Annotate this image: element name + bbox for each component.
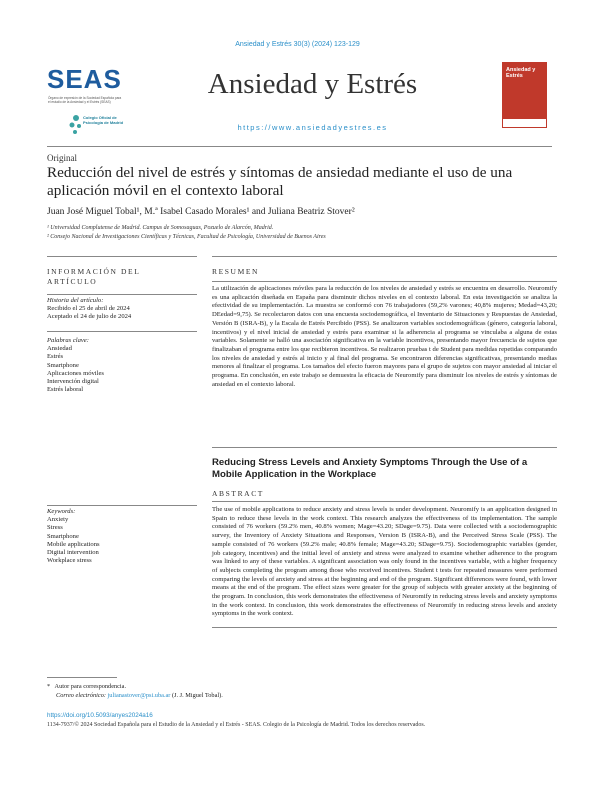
keywords-label: Palabras clave: (47, 337, 89, 344)
keyword: Ansiedad (47, 345, 72, 353)
abstract-text: The use of mobile applications to reduce anxiety and stress levels is under development. Neuromify is an application designed in Spain to reduce these levels in the work context. This research analyzes the effectiveness of its implementation. The sample consisted of 76 workers (59.2% men, 40.8% women; Mage=43.20; SDage=9.75). Data were collected with a sociodemographic survey, the Inventory of Anxiety Situations and Responses, Version B (ISRA-B), and the Perceived Stress Scale (PSS). The sample consisted of 76 workers (59.2% male; 40.8% female; Mage=43.20; SDage=9.75). Sociodemographic variables (gender, job category, incentives) and the initial level of anxiety and stress were analyzed to examine whether adherence to the program was linked to any of these variables. A significant association was only found in the incentives variable, with a higher frequency of subjects completing the program among those who received incentives. Student t tests for repeated measures were performed comparing the levels of anxiety and stress at the beginning and end of the program. Significant differences were found, with lower means at the end of the program. The effect sizes were greater for the group of subjects with greater anxiety at the beginning of the program. In conclusion, this work demonstrates the effectiveness of Neuromify in reducing stress levels and anxiety symptoms in the work context. In conclusion, this work demonstrates the effectiveness of Neuromify in reducing stress levels and anxiety symptoms in the work context. (212, 506, 557, 618)
history-label: Historia del artículo: (47, 297, 104, 304)
keyword: Smartphone (47, 532, 79, 540)
abstract-rule (212, 501, 557, 502)
keywords-en-rule (47, 505, 197, 506)
resumen-header: RESUMEN (212, 267, 260, 276)
article-type: Original (47, 153, 77, 163)
keywords-rule (47, 331, 197, 332)
info-top-rule (47, 256, 197, 257)
journal-cover-footer (502, 118, 547, 128)
received-date: Recibido el 25 de abril de 2024 (47, 305, 130, 313)
email-link[interactable]: julianastover@psi.uba.ar (107, 692, 171, 699)
keyword: Workplace stress (47, 557, 92, 565)
keyword: Aplicaciones móviles (47, 369, 104, 377)
keyword: Stress (47, 524, 63, 532)
resumen-top-rule (212, 256, 557, 257)
journal-cover-title: Ansiedad y Estrés (506, 67, 536, 79)
journal-reference: Ansiedad y Estrés 30(3) (2024) 123-129 (235, 41, 360, 48)
footnote-marker: * (47, 683, 51, 690)
keyword: Smartphone (47, 361, 79, 369)
email-label: Correo electrónico: (56, 692, 106, 699)
footnote-rule (47, 677, 117, 678)
resumen-text: La utilización de aplicaciones móviles para la reducción de los niveles de ansiedad y estrés se encuentra en desarrollo. Neuromify es una aplicación diseñada en España para disminuir dichos niveles en el contexto laboral. En esta investigación se analiza la efectividad de su implementación. La muestra se conformó con 76 trabajadores (59,2% varones; 40,8% mujeres; Medad=43,20; DEedad=9,75). Se recolectaron datos con una encuesta sociodemográfica, el Inventario de Situaciones y Respuestas de Ansiedad, Versión B (ISRA-B), y la Escala de Estrés Percibido (PSS). Se analizaron variables sociodemográficas (género, categoría laboral, incentivos) y el nivel inicial de ansiedad y estrés para examinar si la adherencia al programa se vinculaba a alguna de estas variables. Solamente se halló una asociación significativa en la variable incentivos, presentando mayor frecuencia de sujetos que finalizaban el programa entre los que recibieron incentivos. Se realizaron pruebas t de Student para medidas repetidas comparando los niveles de ansiedad y estrés al inicio y al final del programa. Se encontraron diferencias significativas, presentando medias menores al finalizar el programa. Los tamaños del efecto fueron mayores para el grupo de sujetos con mayor ansiedad al iniciar el programa. En conclusión, en este trabajo se demuestra la eficacia de Neuromify para disminuir los niveles de estrés y síntomas de ansiedad en el contexto laboral. (212, 285, 557, 388)
keyword: Intervención digital (47, 378, 99, 386)
corresponding-author-note (47, 683, 126, 690)
affiliation-1: ¹ Universidad Complutense de Madrid. Campus de Somosaguas, Pozuelo de Alarcón, Madrid. (47, 225, 274, 231)
copyright-notice: 1134-7937/© 2024 Sociedad Española para el Estudio de la Ansiedad y el Estrés - SEAS. Colegio de la Psicología de Madrid. Todos los derechos reservados. (47, 722, 426, 728)
seas-logo-subtitle: Órgano de expresión de la Sociedad Española para el estudio de la Ansiedad y el Estrés (SEAS) (48, 96, 122, 104)
author-list: Juan José Miguel Tobal¹, M.ª Isabel Casado Morales¹ and Juliana Beatriz Stover² (47, 207, 355, 217)
resumen-rule (212, 281, 557, 282)
accepted-date: Aceptado el 24 de julio de 2024 (47, 313, 132, 321)
affiliation-2: ² Consejo Nacional de Investigaciones Científicas y Técnicas, Facultad de Psicología, Universidad de Buenos Aires (47, 234, 326, 240)
keywords-es (47, 337, 197, 394)
keyword: Anxiety (47, 516, 69, 524)
english-title: Reducing Stress Levels and Anxiety Symptoms Through the Use of a Mobile Application in the Workplace (212, 457, 528, 480)
email-suffix: (J. J. Miguel Tobal). (171, 692, 223, 699)
keywords-en (47, 508, 197, 565)
abstract-bottom-rule (212, 627, 557, 628)
article-history (47, 297, 197, 322)
keyword: Mobile applications (47, 540, 100, 548)
doi-link[interactable]: https://doi.org/10.5093/anyes2024a16 (47, 712, 153, 719)
keyword: Estrés laboral (47, 386, 84, 394)
journal-title: Ansiedad y Estrés (207, 68, 418, 100)
corresponding-label: Autor para correspondencia. (54, 683, 127, 690)
email-note (56, 692, 223, 699)
keywords-en-label: Keywords: (47, 508, 76, 515)
keyword: Digital intervention (47, 549, 99, 557)
cop-logo-text: Colegio Oficial de Psicología de Madrid (83, 115, 124, 125)
keyword: Estrés (47, 353, 64, 361)
journal-url-link[interactable]: https://www.ansiedadyestres.es (237, 123, 388, 132)
paper-title: Reducción del nivel de estrés y síntomas de ansiedad mediante el uso de una aplicación móvil en el contexto laboral (47, 164, 513, 199)
article-info-header: INFORMACIÓN DEL ARTÍCULO (47, 267, 141, 286)
seas-logo: SEAS (47, 64, 122, 94)
english-top-rule (212, 447, 557, 448)
header-divider (47, 146, 552, 147)
info-rule (47, 294, 197, 295)
abstract-header: ABSTRACT (212, 489, 264, 498)
